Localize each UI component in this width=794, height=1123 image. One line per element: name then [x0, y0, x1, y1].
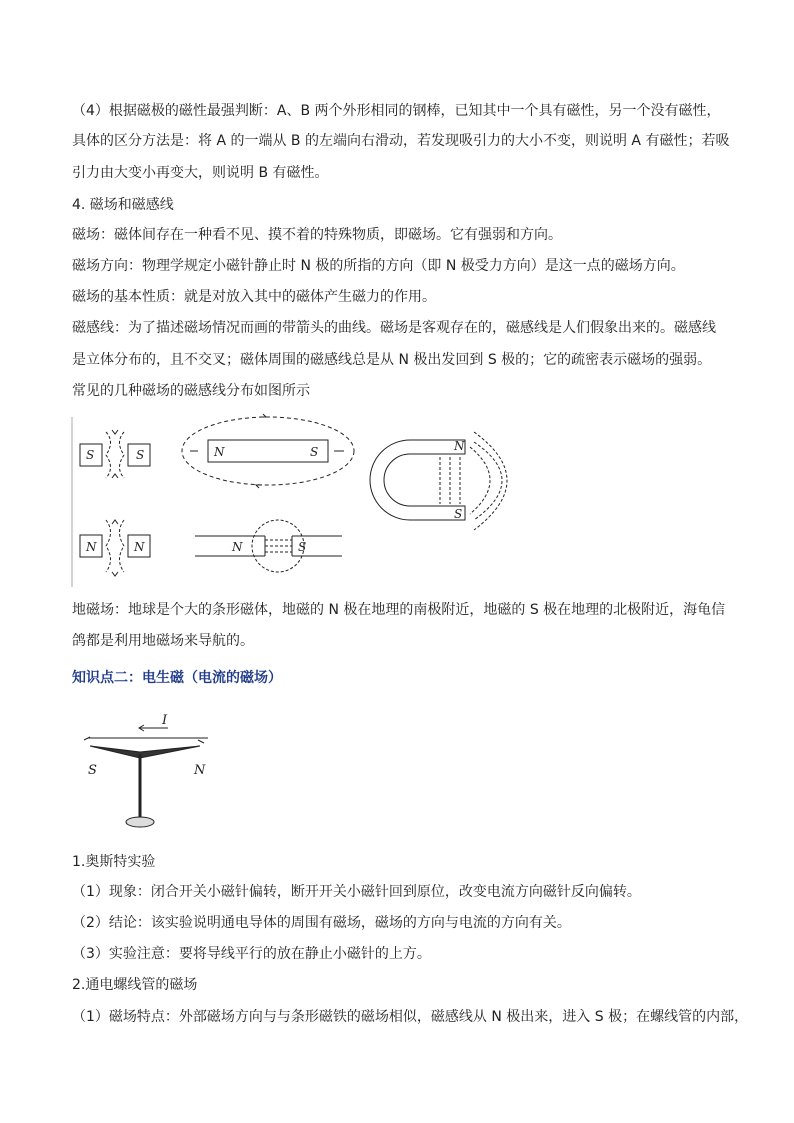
paragraph: （2）结论：该实验说明通电导体的周围有磁场，磁场的方向与电流的方向有关。 [72, 915, 571, 931]
paragraph: 鸽都是利用地磁场来导航的。 [72, 633, 254, 649]
field-line [474, 442, 502, 520]
paragraph: 磁场：磁体间存在一种看不见、摸不着的特殊物质，即磁场。它有强弱和方向。 [72, 227, 562, 243]
paragraph: 磁场的基本性质：就是对放入其中的磁体产生磁力的作用。 [72, 289, 436, 305]
paragraph: 地磁场：地球是个大的条形磁体，地磁的 N 极在地理的南极附近，地磁的 S 极在地理的北极附近，海龟信 [72, 602, 726, 618]
pole-label: S [136, 448, 145, 462]
compass-needle [90, 746, 200, 758]
arrow-icon [112, 430, 118, 434]
field-line [474, 432, 507, 530]
current-label: I [162, 713, 168, 728]
pole-label: N [134, 540, 145, 554]
arrow-icon [112, 572, 118, 576]
pole-label: N [86, 540, 97, 554]
section-heading: 4. 磁场和磁感线 [72, 197, 174, 213]
pole-label: S [454, 507, 463, 521]
pole-label: N [232, 540, 243, 554]
pole-label: N [454, 439, 465, 453]
field-line [120, 432, 125, 478]
paragraph: （3）实验注意：要将导线平行的放在静止小磁针的上方。 [72, 946, 431, 962]
field-line [120, 520, 125, 572]
knowledge-point-heading: 知识点二：电生磁（电流的磁场） [72, 670, 282, 686]
arrow-icon [260, 414, 266, 417]
pole-label: N [194, 763, 206, 778]
pole-label: S [298, 540, 307, 554]
section-heading: 2.通电螺线管的磁场 [72, 977, 198, 993]
paragraph: 引力由大变小再变大，则说明 B 有磁性。 [72, 165, 329, 181]
stand-base [126, 817, 154, 827]
arrow-icon [198, 740, 204, 743]
pole-label: S [310, 445, 319, 459]
paragraph: 是立体分布的，且不交叉；磁体周围的磁感线总是从 N 极出发回到 S 极的；它的疏密表示磁场的强弱。 [72, 352, 712, 368]
paragraph: （1）磁场特点：外部磁场方向与与条形磁铁的磁场相似，磁感线从 N 极出来，进入 S 极；在螺线管的内部， [72, 1009, 749, 1025]
oersted-experiment-figure [80, 710, 220, 835]
horseshoe-magnet [370, 440, 465, 520]
arrow-icon [112, 474, 118, 478]
field-line [106, 520, 111, 572]
field-lines-figure [70, 412, 530, 592]
paragraph: （1）现象：闭合开关小磁针偏转，断开开关小磁针回到原位，改变电流方向磁针反向偏转。 [72, 884, 641, 900]
pole-label: S [88, 763, 97, 778]
field-line [106, 432, 111, 478]
paragraph: 磁场方向：物理学规定小磁针静止时 N 极的所指的方向（即 N 极受力方向）是这一点的磁场方向。 [72, 258, 685, 274]
pole-label: N [214, 445, 225, 459]
arrow-icon [112, 520, 118, 524]
arrow-icon [256, 485, 262, 488]
paragraph: 磁感线：为了描述磁场情况而画的带箭头的曲线。磁场是客观存在的，磁感线是人们假象出来的。磁感线 [72, 320, 716, 336]
paragraph: （4）根据磁极的磁性最强判断：A、B 两个外形相同的钢棒，已知其中一个具有磁性，另一个没有磁性， [72, 103, 721, 119]
section-heading: 1.奥斯特实验 [72, 854, 156, 870]
pole-label: S [86, 448, 95, 462]
paragraph: 常见的几种磁场的磁感线分布如图所示 [72, 383, 310, 399]
field-line [470, 447, 490, 514]
paragraph: 具体的区分方法是：将 A 的一端从 B 的左端向右滑动，若发现吸引力的大小不变，则说明 A 有磁性；若吸 [72, 133, 730, 149]
